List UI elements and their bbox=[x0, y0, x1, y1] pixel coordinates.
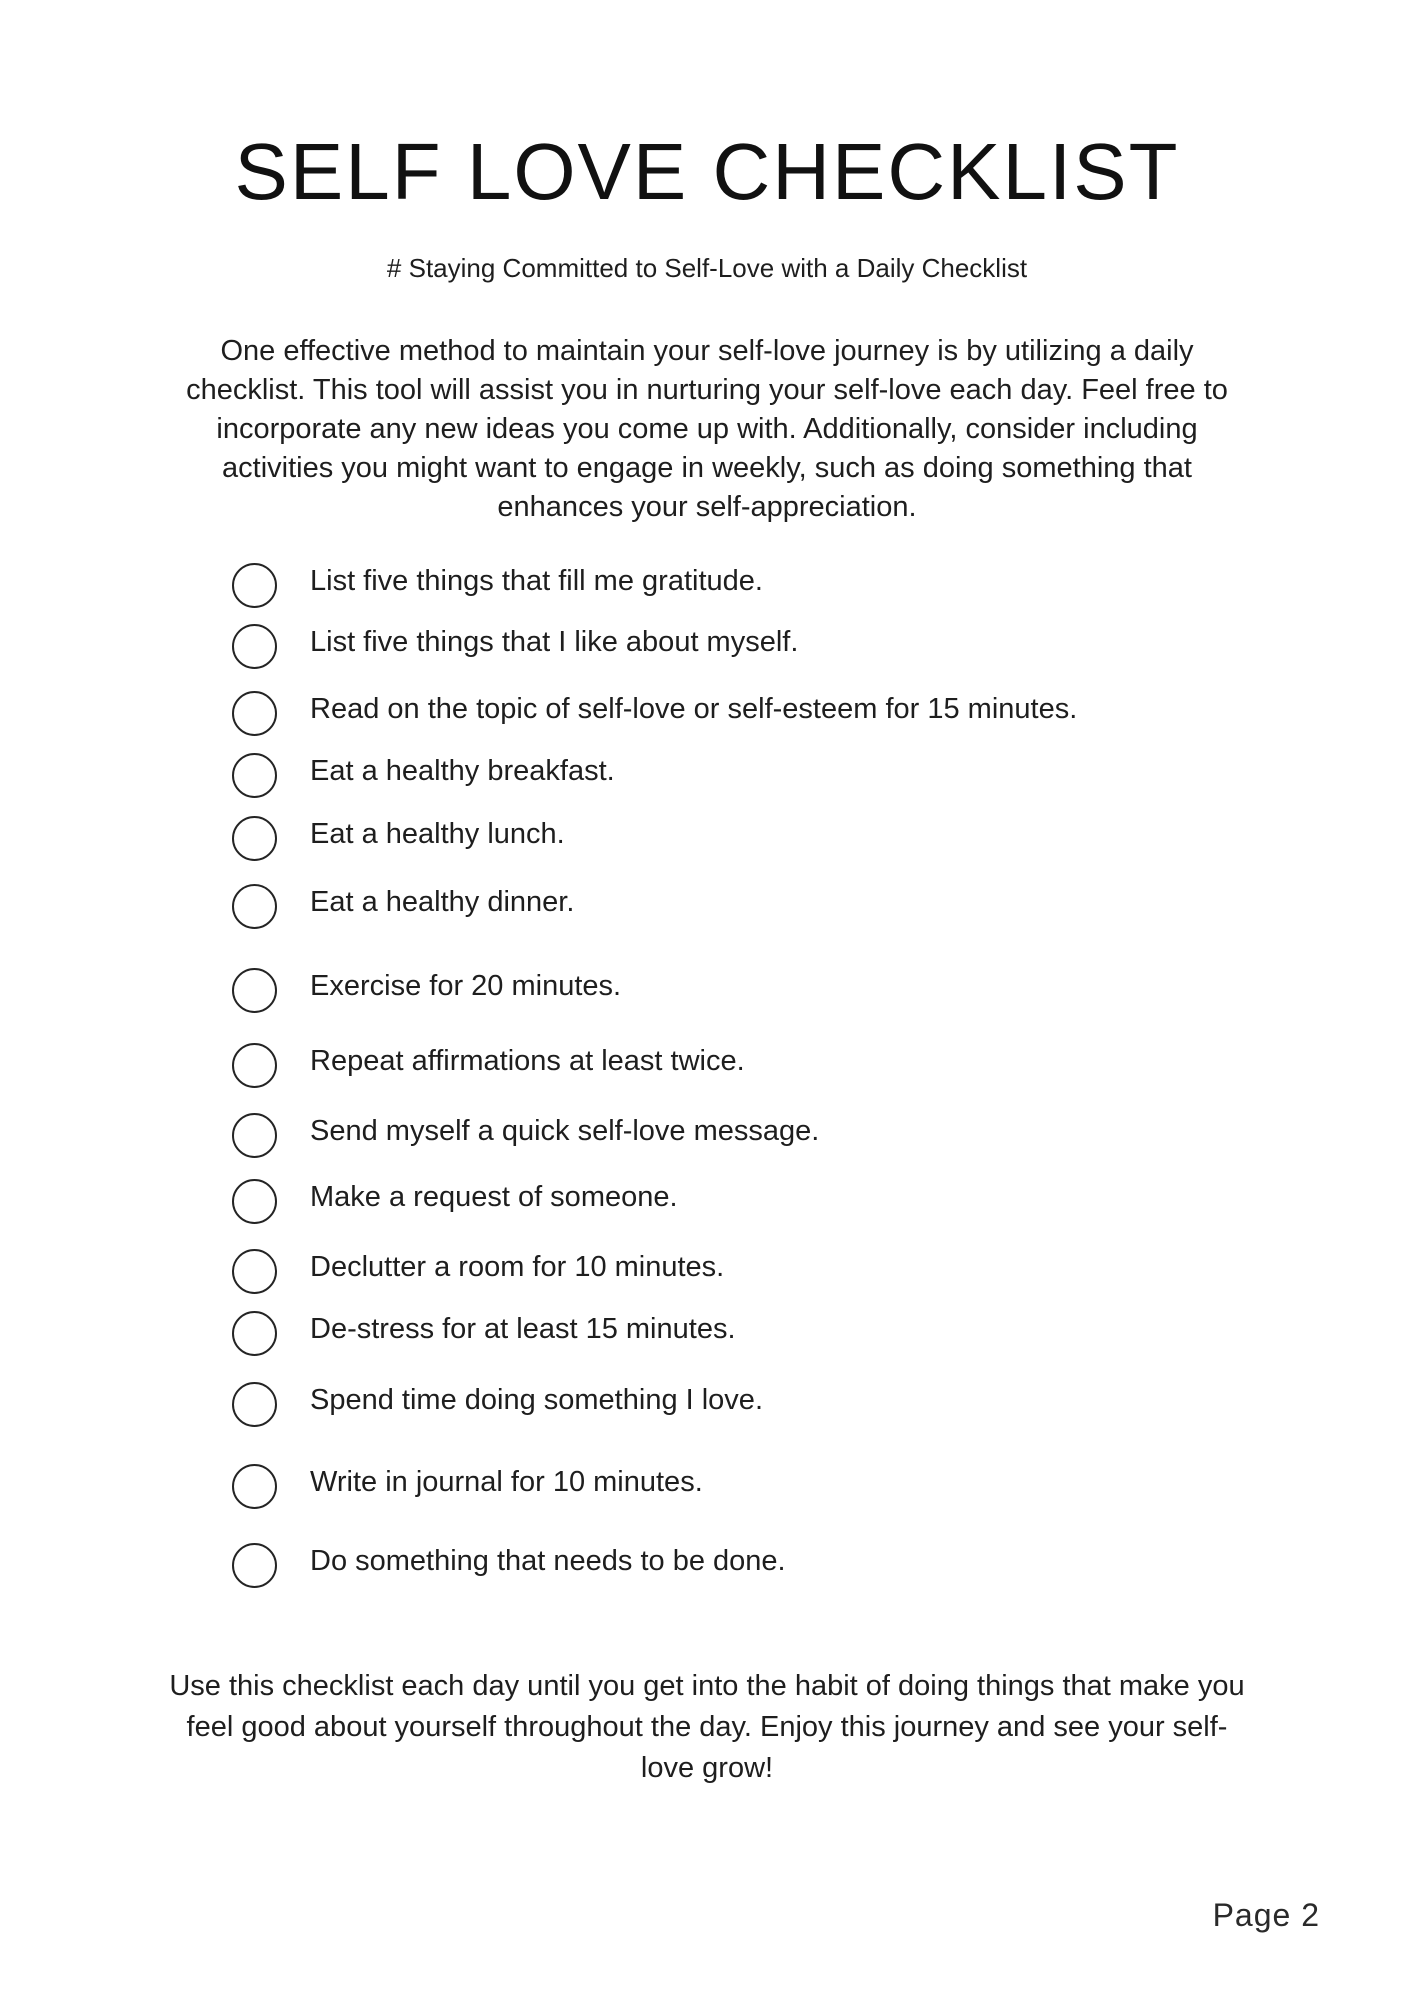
checklist-item bbox=[232, 1043, 1414, 1088]
page-number: Page 2 bbox=[1212, 1897, 1320, 1933]
intro-line: enhances your self-appreciation. bbox=[497, 491, 917, 523]
checkbox-circle[interactable] bbox=[232, 691, 277, 736]
intro-line: activities you might want to engage in weekly, such as doing something that bbox=[222, 452, 1192, 484]
checkbox-circle[interactable] bbox=[232, 816, 277, 861]
checkbox-circle[interactable] bbox=[232, 884, 277, 929]
checkbox-circle[interactable] bbox=[232, 968, 277, 1013]
page-subtitle: # Staying Committed to Self-Love with a Daily Checklist bbox=[386, 253, 1028, 283]
checklist-item bbox=[232, 1464, 1414, 1509]
checklist-item bbox=[232, 816, 1414, 861]
checklist-item-label: Exercise for 20 minutes. bbox=[310, 970, 622, 1002]
checklist-item bbox=[232, 563, 1414, 608]
checkbox-circle[interactable] bbox=[232, 1179, 277, 1224]
outro-line: feel good about yourself throughout the day. Enjoy this journey and see your self- bbox=[186, 1711, 1228, 1743]
checklist-item-label: Write in journal for 10 minutes. bbox=[310, 1466, 703, 1498]
checklist-item-label: List five things that fill me gratitude. bbox=[310, 565, 763, 597]
checkbox-circle[interactable] bbox=[232, 563, 277, 608]
checkbox-circle[interactable] bbox=[232, 624, 277, 669]
checklist-item bbox=[232, 691, 1414, 736]
checkbox-circle[interactable] bbox=[232, 1249, 277, 1294]
checklist-item-label: Repeat affirmations at least twice. bbox=[310, 1045, 745, 1077]
checkbox-circle[interactable] bbox=[232, 1113, 277, 1158]
page-title: SELF LOVE CHECKLIST bbox=[234, 127, 1180, 216]
checklist-item bbox=[232, 968, 1414, 1013]
self-love-checklist bbox=[232, 563, 1414, 1588]
checklist-item-label: Do something that needs to be done. bbox=[310, 1545, 786, 1577]
checkbox-circle[interactable] bbox=[232, 1043, 277, 1088]
checklist-item bbox=[232, 1382, 1414, 1427]
checklist-item-label: Eat a healthy breakfast. bbox=[310, 755, 615, 787]
checkbox-circle[interactable] bbox=[232, 1464, 277, 1509]
intro-line: One effective method to maintain your self-love journey is by utilizing a daily bbox=[220, 335, 1194, 367]
intro-line: checklist. This tool will assist you in nurturing your self-love each day. Feel free to bbox=[186, 374, 1228, 406]
outro-line: love grow! bbox=[640, 1752, 774, 1784]
checklist-item bbox=[232, 1113, 1414, 1158]
checklist-item bbox=[232, 1311, 1414, 1356]
checklist-item bbox=[232, 1249, 1414, 1294]
intro-line: incorporate any new ideas you come up with. Additionally, consider including bbox=[216, 413, 1198, 445]
checklist-item-label: Make a request of someone. bbox=[310, 1181, 678, 1213]
checklist-item-label: Eat a healthy dinner. bbox=[310, 886, 575, 918]
checkbox-circle[interactable] bbox=[232, 1382, 277, 1427]
checkbox-circle[interactable] bbox=[232, 753, 277, 798]
checklist-item-label: Eat a healthy lunch. bbox=[310, 818, 565, 850]
outro-paragraph bbox=[107, 1666, 1307, 1789]
checklist-item-label: List five things that I like about myself. bbox=[310, 626, 799, 658]
checklist-item bbox=[232, 624, 1414, 669]
checkbox-circle[interactable] bbox=[232, 1311, 277, 1356]
checklist-item-label: Spend time doing something I love. bbox=[310, 1384, 763, 1416]
checklist-item bbox=[232, 1543, 1414, 1588]
outro-line: Use this checklist each day until you get into the habit of doing things that make you bbox=[169, 1670, 1245, 1702]
checkbox-circle[interactable] bbox=[232, 1543, 277, 1588]
checklist-item-label: Read on the topic of self-love or self-esteem for 15 minutes. bbox=[310, 693, 1078, 725]
checklist-item-label: Send myself a quick self-love message. bbox=[310, 1115, 820, 1147]
intro-paragraph bbox=[117, 332, 1297, 527]
checklist-item bbox=[232, 753, 1414, 798]
checklist-item-label: Declutter a room for 10 minutes. bbox=[310, 1251, 725, 1283]
checklist-item bbox=[232, 884, 1414, 929]
checklist-item bbox=[232, 1179, 1414, 1224]
checklist-item-label: De-stress for at least 15 minutes. bbox=[310, 1313, 736, 1345]
